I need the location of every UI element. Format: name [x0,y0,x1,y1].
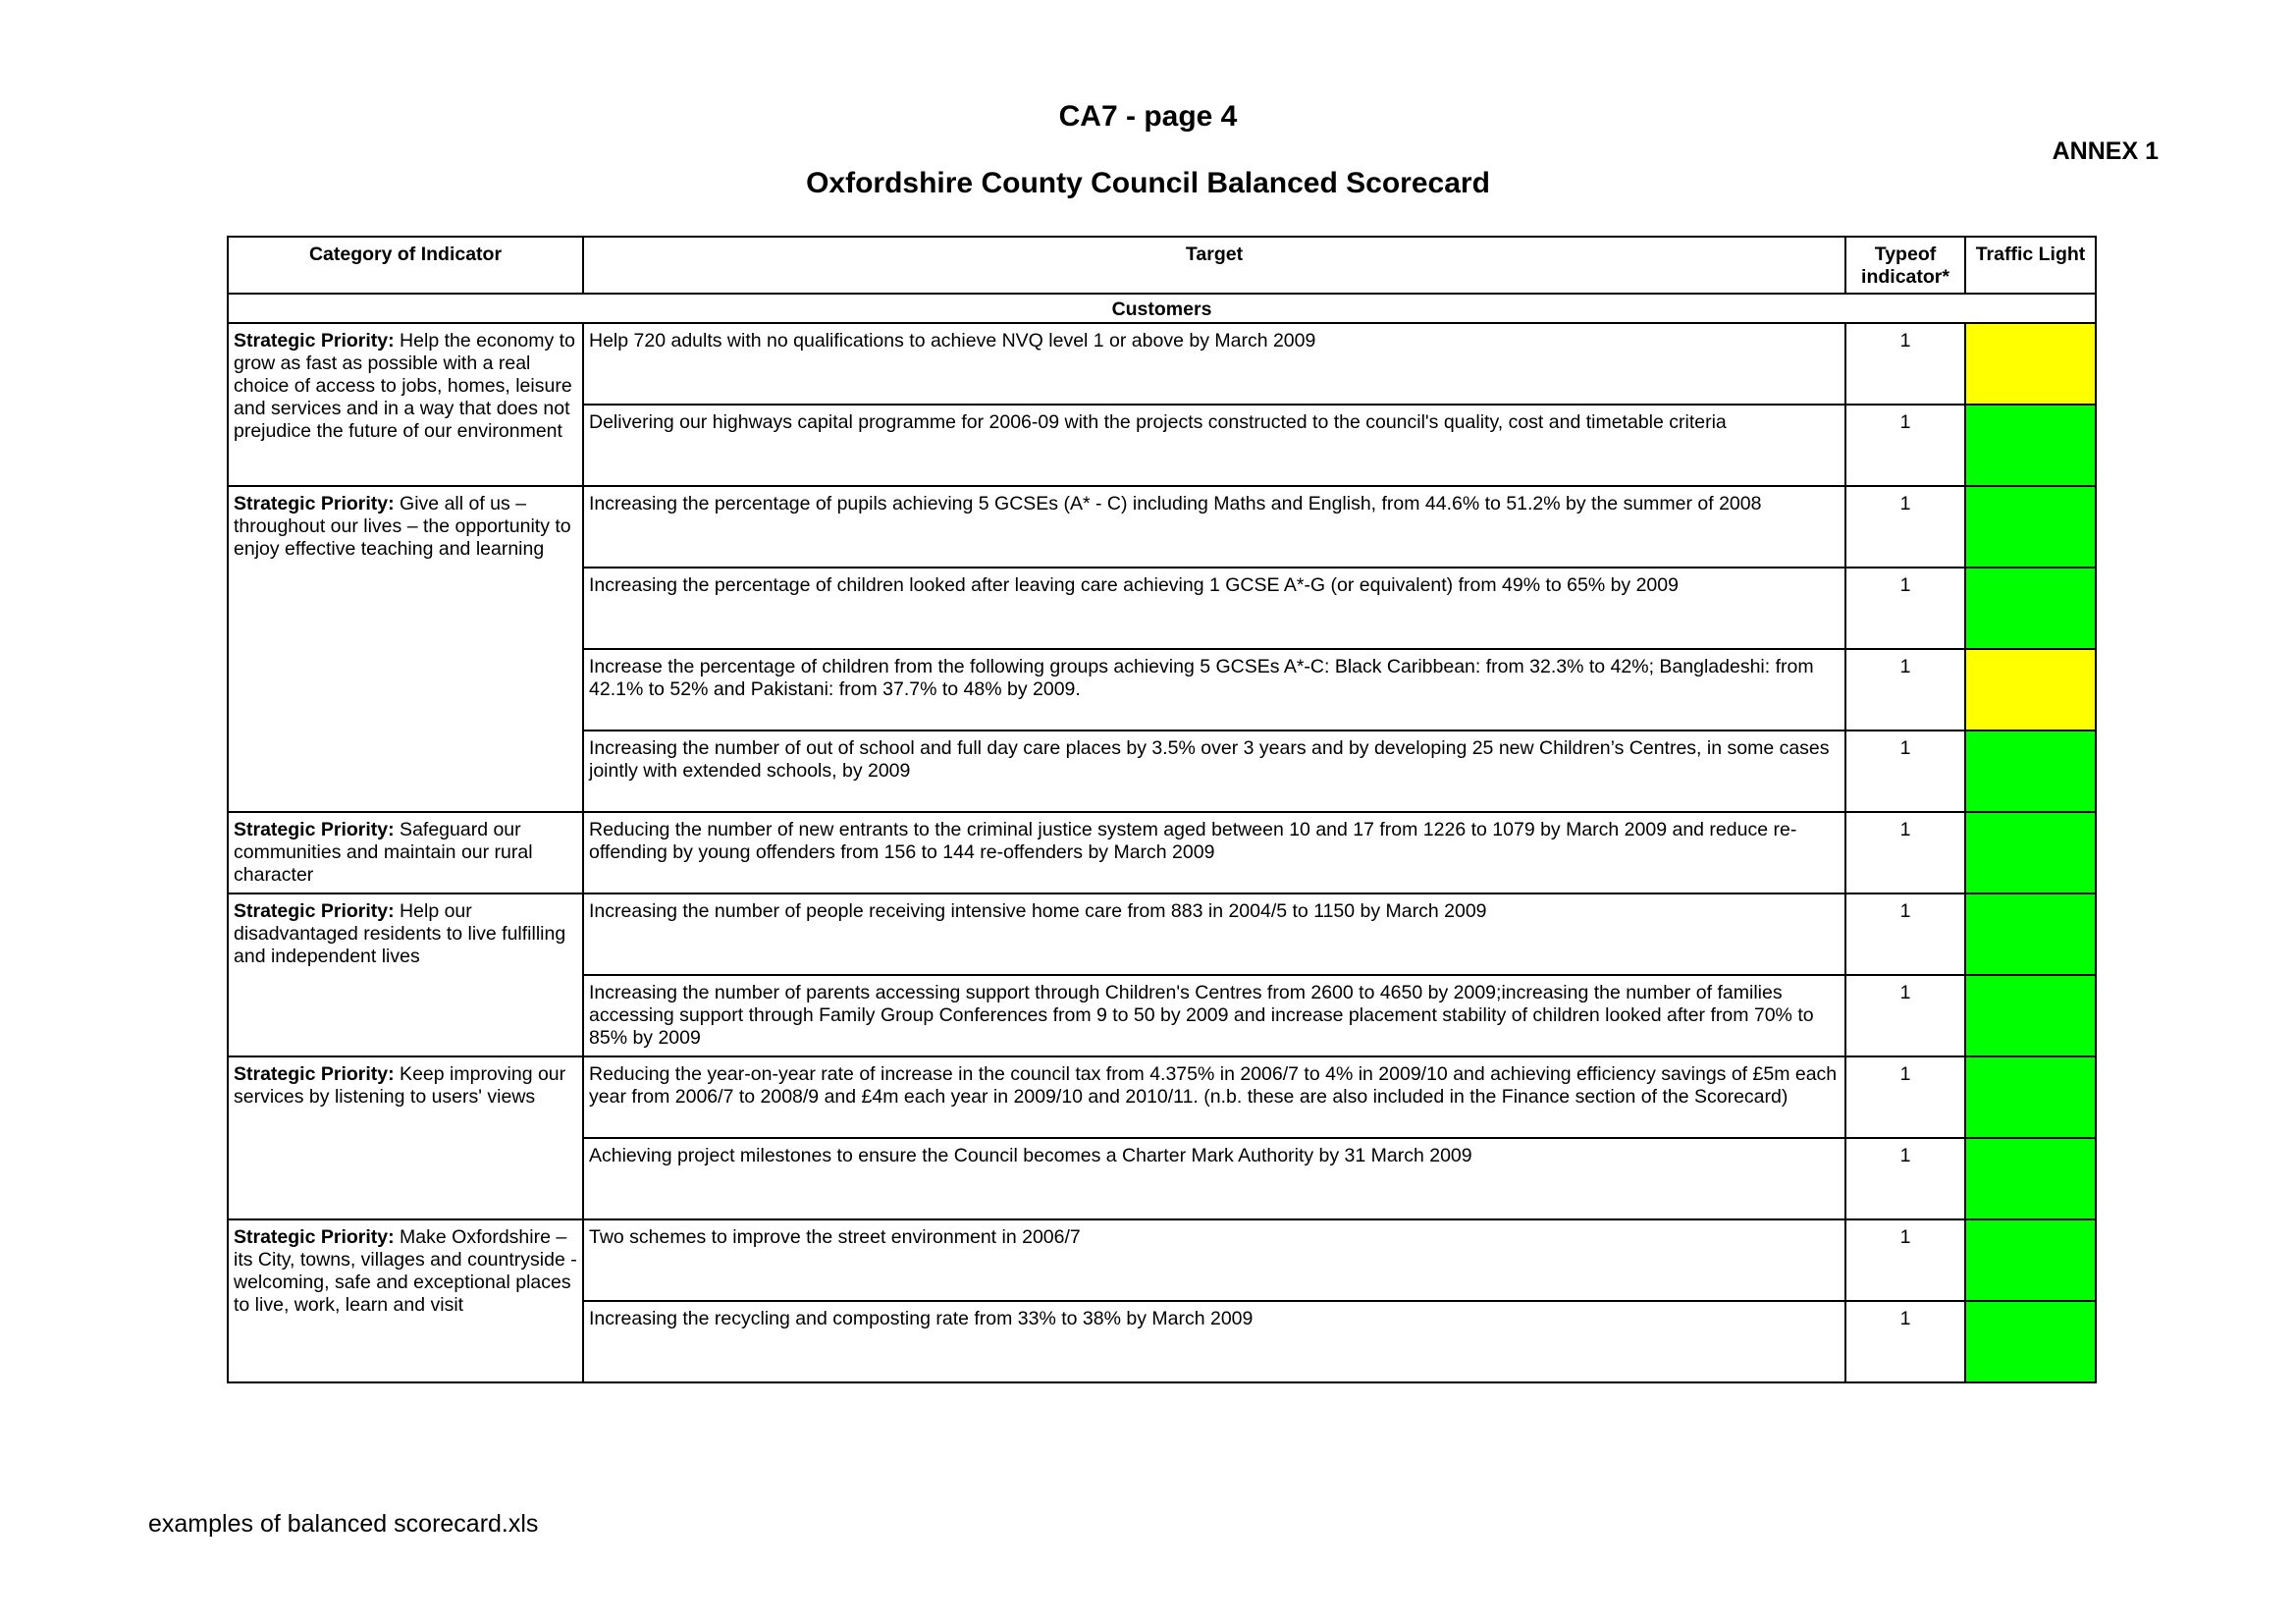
traffic-light-yellow [1965,649,2096,731]
table-row [228,1056,2096,1138]
target-cell: Increasing the percentage of pupils achieving 5 GCSEs (A* - C) including Maths and English, from 44.6% to 51.2% by the summer of 2008 [583,486,1845,568]
indicator-type-cell: 1 [1845,731,1965,812]
header-type: Typeof indicator* [1845,237,1965,294]
header-traffic-light: Traffic Light [1965,237,2096,294]
category-cell [228,893,583,1056]
traffic-light-green [1965,1138,2096,1219]
strategic-priority-text: Help our disadvantaged residents to live fulfilling and independent lives [234,900,566,967]
category-cell [228,486,583,812]
header-target: Target [583,237,1845,294]
strategic-priority-text: Keep improving our services by listening to users' views [234,1063,566,1108]
target-cell: Increasing the number of people receiving intensive home care from 883 in 2004/5 to 1150 by March 2009 [583,893,1845,975]
footer-filename: examples of balanced scorecard.xls [148,1510,539,1538]
table-row [228,893,2096,975]
annex-label: ANNEX 1 [2052,137,2159,165]
category-cell [228,1219,583,1382]
strategic-priority-label: Strategic Priority: [234,819,395,840]
page-title: CA7 - page 4 [1058,100,1238,133]
category-cell [228,323,583,486]
strategic-priority-label: Strategic Priority: [234,1226,395,1248]
document-title: Oxfordshire County Council Balanced Scorecard [806,167,1490,199]
traffic-light-green [1965,1301,2096,1382]
header-row [228,237,2096,294]
traffic-light-green [1965,893,2096,975]
indicator-type-cell: 1 [1845,649,1965,731]
indicator-type-cell: 1 [1845,568,1965,649]
strategic-priority-label: Strategic Priority: [234,900,395,922]
indicator-type-cell: 1 [1845,975,1965,1056]
target-cell: Increasing the number of parents accessing support through Children's Centres from 2600 to 4650 by 2009;increasing the number of families accessing support through Family Group Conferences from 9 to 50 by 2009 and increase placement stability of children looked after from 70% to 85% by 2009 [583,975,1845,1056]
traffic-light-green [1965,812,2096,893]
target-cell: Achieving project milestones to ensure the Council becomes a Charter Mark Authority by 31 March 2009 [583,1138,1845,1219]
strategic-priority-label: Strategic Priority: [234,330,395,352]
traffic-light-green [1965,731,2096,812]
target-cell: Help 720 adults with no qualifications to achieve NVQ level 1 or above by March 2009 [583,323,1845,405]
target-cell: Increase the percentage of children from the following groups achieving 5 GCSEs A*-C: Black Caribbean: from 32.3% to 42%; Bangladeshi: from 42.1% to 52% and Pakistani: from 37.7% to 48% by 2009. [583,649,1845,731]
target-cell: Delivering our highways capital programme for 2006-09 with the projects constructed to the council's quality, cost and timetable criteria [583,405,1845,486]
strategic-priority-text: Make Oxfordshire – its City, towns, villages and countryside - welcoming, safe and exceptional places to live, work, learn and visit [234,1226,577,1316]
strategic-priority-label: Strategic Priority: [234,1063,395,1085]
header-category: Category of Indicator [228,237,583,294]
indicator-type-cell: 1 [1845,1056,1965,1138]
traffic-light-green [1965,405,2096,486]
indicator-type-cell: 1 [1845,486,1965,568]
target-cell: Increasing the percentage of children looked after leaving care achieving 1 GCSE A*-G (or equivalent) from 49% to 65% by 2009 [583,568,1845,649]
indicator-type-cell: 1 [1845,1138,1965,1219]
category-cell [228,812,583,893]
strategic-priority-text: Help the economy to grow as fast as possible with a real choice of access to jobs, homes, leisure and services and in a way that does not prejudice the future of our environment [234,330,575,442]
strategic-priority-text: Safeguard our communities and maintain our rural character [234,819,533,886]
table-row [228,486,2096,568]
table-row [228,1219,2096,1301]
section-customers: Customers [228,294,2096,323]
target-cell: Reducing the year-on-year rate of increase in the council tax from 4.375% in 2006/7 to 4% in 2009/10 and achieving efficiency savings of £5m each year from 2006/7 to 2008/9 and £4m each year in 2009/10 and 2010/11. (n.b. these are also included in the Finance section of the Scorecard) [583,1056,1845,1138]
traffic-light-green [1965,486,2096,568]
indicator-type-cell: 1 [1845,405,1965,486]
traffic-light-green [1965,975,2096,1056]
traffic-light-yellow [1965,323,2096,405]
indicator-type-cell: 1 [1845,893,1965,975]
category-cell [228,1056,583,1219]
balanced-scorecard-table [227,236,2097,1383]
target-cell: Increasing the number of out of school and full day care places by 3.5% over 3 years and by developing 25 new Children’s Centres, in some cases jointly with extended schools, by 2009 [583,731,1845,812]
indicator-type-cell: 1 [1845,1219,1965,1301]
indicator-type-cell: 1 [1845,1301,1965,1382]
target-cell: Reducing the number of new entrants to the criminal justice system aged between 10 and 17 from 1226 to 1079 by March 2009 and reduce re-offending by young offenders from 156 to 144 re-offenders by March 2009 [583,812,1845,893]
strategic-priority-label: Strategic Priority: [234,493,395,514]
traffic-light-green [1965,1056,2096,1138]
section-row [228,294,2096,323]
indicator-type-cell: 1 [1845,812,1965,893]
target-cell: Increasing the recycling and composting rate from 33% to 38% by March 2009 [583,1301,1845,1382]
table-row [228,812,2096,893]
table-row [228,323,2096,405]
strategic-priority-text: Give all of us – throughout our lives – the opportunity to enjoy effective teaching and learning [234,493,571,560]
target-cell: Two schemes to improve the street environment in 2006/7 [583,1219,1845,1301]
traffic-light-green [1965,1219,2096,1301]
traffic-light-green [1965,568,2096,649]
indicator-type-cell: 1 [1845,323,1965,405]
